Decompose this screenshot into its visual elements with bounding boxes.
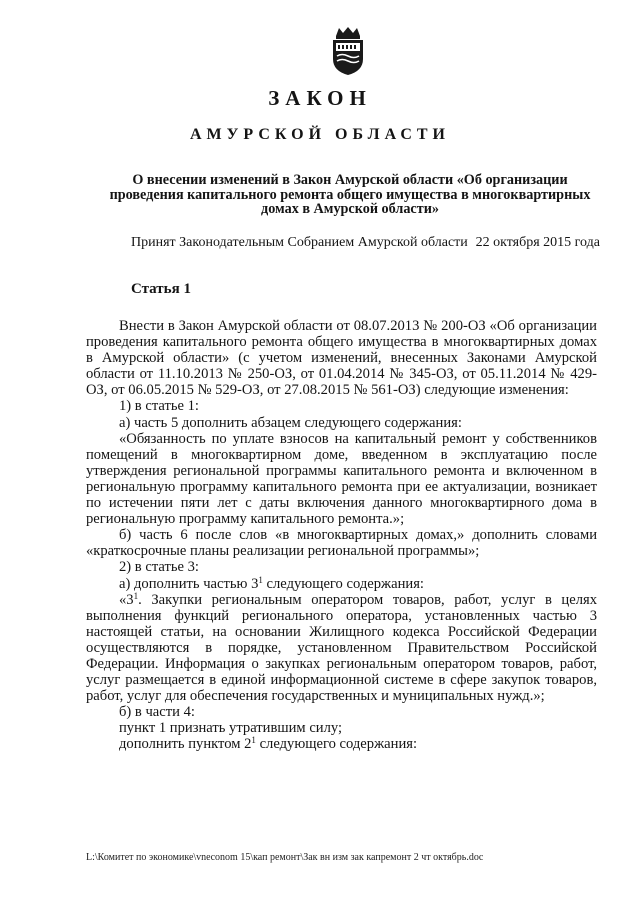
article-title: Статья 1 — [131, 281, 191, 297]
region-title: АМУРСКОЙ ОБЛАСТИ — [190, 126, 450, 143]
adoption-date: 22 октября 2015 года — [475, 235, 600, 250]
article-intro: Внести в Закон Амурской области от 08.07.2013 № 200-ОЗ «Об организации проведения капитального ремонта общего имущества в многоквартирных домах в Амурской области» (с учетом изменений, внесенных Законами Амурской области от 11.10.2013 № 250-ОЗ, от 01.04.2014 № 345-ОЗ, от 05.11.2014 № 429-ОЗ, от 06.05.2015 № 529-ОЗ, от 27.08.2015 № 561-ОЗ) следующие изменения: — [86, 318, 597, 399]
amendment-item-2b: б) в части 4: — [119, 704, 195, 721]
amendment-item-1: 1) в статье 1: — [119, 398, 199, 415]
article-body — [86, 318, 597, 753]
amendment-item-2a: а) дополнить частью $3^1$ следующего содержания: — [119, 574, 424, 592]
amendment-item-1a: а) часть 5 дополнить абзацем следующего содержания: — [119, 414, 462, 431]
amendment-item-2: 2) в статье 3: — [119, 559, 199, 576]
law-title: ЗАКОН — [268, 86, 372, 110]
adoption-line — [131, 235, 600, 251]
law-subject: О внесении изменений в Закон Амурской области «Об организации проведения капитального ремонта общего имущества в многоквартирных домах в Амурской области» — [109, 172, 591, 218]
amendment-item-2b-1: пункт 1 признать утратившим силу; — [119, 720, 343, 737]
adoption-text: Принят Законодательным Собранием Амурской области — [131, 235, 468, 250]
amendment-quote-2: «$3^1$. Закупки региональным оператором товаров, работ, услуг в целях выполнения функций регионального оператора, установленных частью 3 настоящей статьи, на основании Жилищного кодекса Российской Федерации осуществляются в порядке, установленном Правительством Российской Федерации. Информация о закупках региональным оператором товаров, работ, услуг размещается в единой информационной системе в сфере закупок товаров, работ, услуг для обеспечения государственных и муниципальных нужд.»; — [86, 590, 597, 705]
amur-region-coat-of-arms-icon — [327, 26, 369, 76]
amendment-quote-1: «Обязанность по уплате взносов на капитальный ремонт у собственников помещений в многоквартирном доме, введенном в эксплуатацию после утверждения региональной программы капитального ремонта и включенном в региональную программу капитального ремонта при ее актуализации, возникает по истечении пяти лет с даты включения данного многоквартирного дома в региональную программу капитального ремонта.»; — [86, 430, 597, 528]
amendment-item-2b-2: дополнить пунктом $2^1$ следующего содержания: — [119, 735, 418, 753]
file-path-footer: L:\Комитет по экономике\vneconom 15\кап ремонт\Зак вн изм зак капремонт 2 чт октябрь.doc — [86, 852, 484, 863]
amendment-item-1b: б) часть 6 после слов «в многоквартирных домах,» дополнить словами «краткосрочные планы реализации региональной программы»; — [86, 527, 597, 560]
